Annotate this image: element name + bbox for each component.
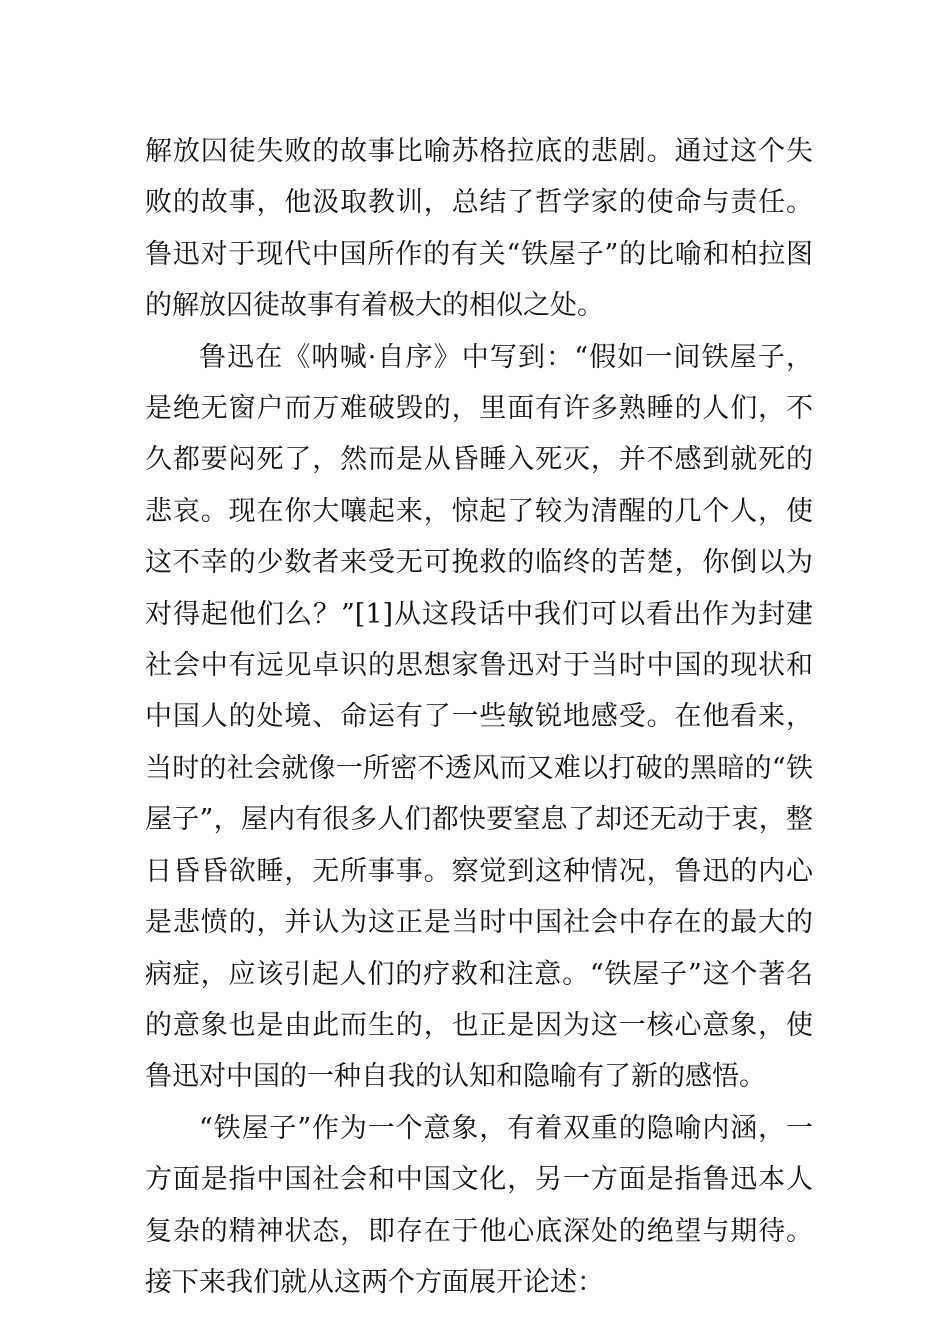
paragraph-double-metaphor: “铁屋子”作为一个意象，有着双重的隐喻内涵，一方面是指中国社会和中国文化，另一方面是指鲁迅本人复杂的精神状态，即存在于他心底深处的绝望与期待。接下来我们就从这两个方面展开论述： (145, 1112, 813, 1298)
document-body (145, 126, 813, 1308)
paragraph-continued: 解放囚徒失败的故事比喻苏格拉底的悲剧。通过这个失败的故事，他汲取教训，总结了哲学家的使命与责任。鲁迅对于现代中国所作的有关“铁屋子”的比喻和柏拉图的解放囚徒故事有着极大的相似之处。 (145, 136, 813, 322)
paragraph-iron-house-quote: 鲁迅在《呐喊·自序》中写到：“假如一间铁屋子，是绝无窗户而万难破毁的，里面有许多熟睡的人们，不久都要闷死了，然而是从昏睡入死灭，并不感到就死的悲哀。现在你大嚷起来，惊起了较为清醒的几个人，使这不幸的少数者来受无可挽救的临终的苦楚，你倒以为对得起他们么？”[1]从这段话中我们可以看出作为封建社会中有远见卓识的思想家鲁迅对于当时中国的现状和中国人的处境、命运有了一些敏锐地感受。在他看来，当时的社会就像一所密不透风而又难以打破的黑暗的“铁屋子”，屋内有很多人们都快要窒息了却还无动于衷，整日昏昏欲睡，无所事事。察觉到这种情况，鲁迅的内心是悲愤的，并认为这正是当时中国社会中存在的最大的病症，应该引起人们的疗救和注意。“铁屋子”这个著名的意象也是由此而生的，也正是因为这一核心意象，使鲁迅对中国的一种自我的认知和隐喻有了新的感悟。 (145, 341, 813, 1093)
